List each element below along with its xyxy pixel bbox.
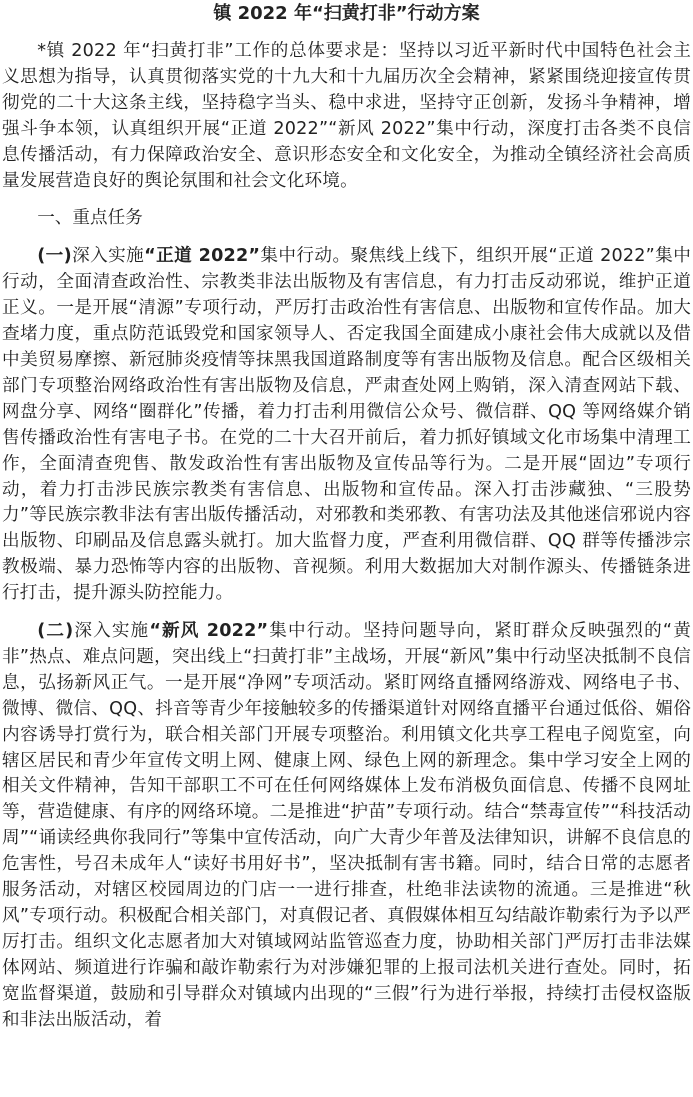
document-page [2, 0, 691, 1034]
task-2-lead: (二) [37, 621, 74, 642]
section-heading: 一、重点任务 [37, 208, 143, 229]
document-title: 镇 2022 年“扫黄打非”行动方案 [213, 3, 480, 24]
task-1-title-name: “正道 2022” [144, 246, 261, 267]
intro-paragraph: *镇 2022 年“扫黄打非”工作的总体要求是：坚持以习近平新时代中国特色社会主义思想为指导，认真贯彻落实党的十九大和十九届历次全会精神，紧紧围绕迎接宣传贯彻党的二十大这条主线，坚持稳字当头、稳中求进，坚持守正创新，发扬斗争精神，增强斗争本领，认真组织开展“正道 2022”“新风 2022”集中行动，深度打击各类不良信息传播活动，有力保障政治安全、意识形态安全和文化安全，为推动全镇经济社会高质量发展营造良好的舆论氛围和社会文化环境。 [2, 41, 691, 191]
task-2-title-prefix: 深入实施 [73, 621, 150, 642]
task-1-title-suffix: 集中行动 [260, 246, 333, 267]
task-2-title-suffix: 集中行动 [268, 621, 345, 642]
task-1-body: 。聚焦线上线下，组织开展“正道 2022”集中行动，全面清查政治性、宗教类非法出版物及有害信息，有力打击反动邪说，维护正道正义。一是开展“清源”专项行动，严厉打击政治性有害信息、出版物和宣传作品。加大查堵力度，重点防范诋毁党和国家领导人、否定我国全面建成小康社会伟大成就以及借中美贸易摩擦、新冠肺炎疫情等抹黑我国道路制度等有害出版物及信息。配合区级相关部门专项整治网络政治性有害出版物及信息，严肃查处网上购销，深入清查网站下载、网盘分享、网络“圈群化”传播，着力打击利用微信公众号、微信群、QQ 等网络媒介销售传播政治性有害电子书。在党的二十大召开前后，着力抓好镇域文化市场集中清理工作，全面清查兜售、散发政治性有害出版物及宣传品等行为。二是开展“固边”专项行动，着力打击涉民族宗教类有害信息、出版物和宣传品。深入打击涉藏独、“三股势力”等民族宗教非法有害出版传播活动，对邪教和类邪教、有害功法及其他迷信邪说内容出版物、印刷品及信息露头就打。加大监督力度，严查利用微信群、QQ 群等传播涉宗教极端、暴力恐怖等内容的出版物、音视频。利用大数据加大对制作源头、传播链条进行打击，提升源头防控能力。 [2, 246, 691, 604]
task-2-body: 。坚持问题导向，紧盯群众反映强烈的“黄非”热点、难点问题，突出线上“扫黄打非”主战场，开展“新风”集中行动坚决抵制不良信息，弘扬新风正气。一是开展“净网”专项活动。紧盯网络直播网络游戏、网络电子书、微博、微信、QQ、抖音等青少年接触较多的传播渠道针对网络直播平台通过低俗、媚俗内容诱导打赏行为，联合相关部门开展专项整治。利用镇文化共享工程电子阅览室，向辖区居民和青少年宣传文明上网、健康上网、绿色上网的新理念。集中学习安全上网的相关文件精神，告知干部职工不可在任何网络媒体上发布消极负面信息、传播不良网址等，营造健康、有序的网络环境。二是推进“护苗”专项行动。结合“禁毒宣传”“科技活动周”“诵读经典你我同行”等集中宣传活动，向广大青少年普及法律知识，讲解不良信息的危害性，号召未成年人“读好书用好书”，坚决抵制有害书籍。同时，结合日常的志愿者服务活动，对辖区校园周边的门店一一进行排查，杜绝非法读物的流通。三是推进“秋风”专项行动。积极配合相关部门，对真假记者、真假媒体相互勾结敲诈勒索行为予以严厉打击。组织文化志愿者加大对镇域网站监管巡查力度，协助相关部门严厉打击非法媒体网站、频道进行诈骗和敲诈勒索行为对涉嫌犯罪的上报司法机关进行查处。同时，拓宽监督渠道，鼓励和引导群众对镇域内出现的“三假”行为进行举报，持续打击侵权盗版和非法出版活动，着 [2, 621, 691, 1030]
task-2-paragraph [2, 619, 691, 1034]
task-1-title-prefix: 深入实施 [71, 246, 145, 267]
task-1-lead: (一) [37, 246, 72, 267]
task-1-paragraph [2, 244, 691, 607]
task-2-title-name: “新风 2022” [149, 621, 269, 642]
